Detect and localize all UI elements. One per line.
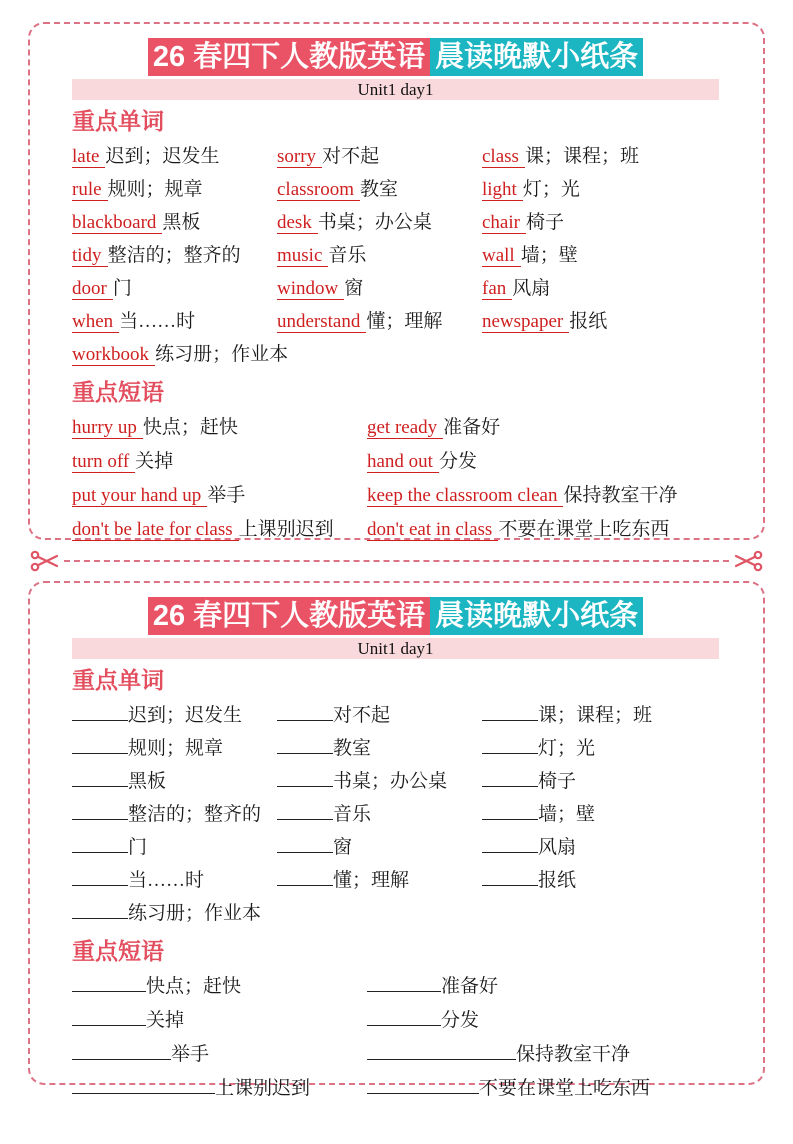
english-term: light	[482, 179, 523, 201]
english-term: rule	[72, 179, 108, 201]
phrase-entry	[367, 1072, 719, 1106]
cut-here-divider	[30, 546, 763, 576]
fill-in-blank	[367, 1044, 516, 1060]
english-term: understand	[277, 311, 366, 333]
chinese-definition: 练习册；作业本	[128, 903, 262, 924]
fill-in-blank	[277, 738, 333, 754]
english-term: keep the classroom clean	[367, 485, 563, 507]
word-entry	[72, 305, 277, 338]
english-term: wall	[482, 245, 521, 267]
word-entry	[277, 864, 482, 897]
phrase-entry	[367, 411, 719, 445]
english-term: get ready	[367, 417, 443, 439]
fill-in-blank	[482, 804, 538, 820]
fill-in-blank	[367, 976, 441, 992]
slip-title-teal-segment: 晨读晚默小纸条	[430, 597, 643, 635]
fill-in-blank	[72, 976, 146, 992]
chinese-definition: 音乐	[328, 245, 367, 266]
fill-in-blank	[72, 705, 128, 721]
slip-title-red-segment: 26 春四下人教版英语	[148, 38, 430, 76]
key-phrases-heading: 重点短语	[72, 938, 164, 964]
fill-in-blank	[277, 804, 333, 820]
slip-title-teal-segment: 晨读晚默小纸条	[430, 38, 643, 76]
fill-in-blank	[72, 870, 128, 886]
fill-in-blank	[277, 705, 333, 721]
fill-in-blank	[482, 705, 538, 721]
english-term: door	[72, 278, 113, 300]
chinese-definition: 保持教室干净	[516, 1044, 631, 1065]
chinese-definition: 快点；赶快	[142, 417, 238, 438]
study-slip-filled	[28, 22, 765, 540]
chinese-definition: 黑板	[162, 212, 201, 233]
fill-in-blank	[482, 870, 538, 886]
word-entry	[482, 732, 719, 765]
chinese-definition: 窗	[344, 278, 364, 299]
phrase-entry	[367, 445, 719, 479]
scissors-icon	[733, 549, 763, 573]
word-entry	[277, 140, 482, 173]
word-entry	[72, 173, 277, 206]
word-entry	[277, 798, 482, 831]
word-entry	[72, 239, 277, 272]
chinese-definition: 风扇	[538, 837, 577, 858]
fill-in-blank	[482, 837, 538, 853]
chinese-definition: 对不起	[333, 705, 391, 726]
key-words-heading: 重点单词	[72, 667, 164, 693]
chinese-definition: 椅子	[525, 212, 564, 233]
fill-in-blank	[72, 804, 128, 820]
fill-in-blank	[72, 1044, 171, 1060]
phrase-entry	[72, 970, 367, 1004]
chinese-definition: 课；课程；班	[524, 146, 639, 167]
chinese-definition: 灯；光	[522, 179, 580, 200]
word-entry	[277, 239, 482, 272]
chinese-definition: 不要在课堂上吃东西	[479, 1078, 651, 1099]
phrase-entry	[72, 479, 367, 513]
word-entry	[277, 305, 482, 338]
chinese-definition: 窗	[333, 837, 353, 858]
phrase-entry	[72, 1004, 367, 1038]
key-words-heading: 重点单词	[72, 108, 164, 134]
fill-in-blank	[277, 837, 333, 853]
word-entry	[72, 338, 289, 371]
chinese-definition: 上课别迟到	[215, 1078, 311, 1099]
chinese-definition: 迟到；迟发生	[128, 705, 243, 726]
slip-title-red-segment: 26 春四下人教版英语	[148, 597, 430, 635]
english-term: don't eat in class	[367, 519, 498, 541]
fill-in-blank	[72, 1010, 146, 1026]
word-entry	[482, 239, 719, 272]
word-entry	[72, 732, 277, 765]
fill-in-blank	[72, 903, 128, 919]
chinese-definition: 门	[128, 837, 148, 858]
phrase-entry	[72, 513, 367, 547]
phrase-entry	[367, 513, 719, 547]
chinese-definition: 迟到；迟发生	[105, 146, 220, 167]
phrase-entry	[367, 970, 719, 1004]
chinese-definition: 上课别迟到	[238, 519, 334, 540]
fill-in-blank	[72, 837, 128, 853]
english-term: don't be late for class	[72, 519, 239, 541]
key-words-list	[72, 140, 719, 371]
chinese-definition: 当……时	[128, 870, 205, 891]
english-term: newspaper	[482, 311, 569, 333]
chinese-definition: 整洁的；整齐的	[128, 804, 262, 825]
word-entry	[72, 798, 277, 831]
chinese-definition: 音乐	[333, 804, 372, 825]
english-term: workbook	[72, 344, 155, 366]
english-term: music	[277, 245, 328, 267]
fill-in-blank	[277, 771, 333, 787]
fill-in-blank	[367, 1078, 479, 1094]
word-entry	[72, 206, 277, 239]
chinese-definition: 当……时	[119, 311, 196, 332]
fill-in-blank	[72, 771, 128, 787]
word-entry	[277, 699, 482, 732]
word-entry	[72, 699, 277, 732]
chinese-definition: 关掉	[146, 1010, 185, 1031]
word-entry	[72, 765, 277, 798]
word-entry	[72, 272, 277, 305]
word-entry	[482, 173, 719, 206]
chinese-definition: 门	[112, 278, 132, 299]
english-term: turn off	[72, 451, 135, 473]
key-phrases-list	[72, 411, 719, 547]
chinese-definition: 举手	[171, 1044, 210, 1065]
chinese-definition: 报纸	[569, 311, 608, 332]
english-term: late	[72, 146, 105, 168]
word-entry	[277, 732, 482, 765]
chinese-definition: 规则；规章	[128, 738, 224, 759]
chinese-definition: 风扇	[512, 278, 551, 299]
fill-in-blank	[277, 870, 333, 886]
chinese-definition: 对不起	[322, 146, 380, 167]
chinese-definition: 不要在课堂上吃东西	[498, 519, 670, 540]
phrase-entry	[367, 479, 719, 513]
english-term: put your hand up	[72, 485, 207, 507]
fill-in-blank	[72, 738, 128, 754]
chinese-definition: 教室	[333, 738, 372, 759]
unit-day-bar: Unit1 day1	[72, 79, 719, 100]
phrase-entry	[367, 1004, 719, 1038]
scissors-icon	[30, 549, 60, 573]
fill-in-blank	[482, 738, 538, 754]
chinese-definition: 懂；理解	[366, 311, 443, 332]
fill-in-blank	[482, 771, 538, 787]
study-slip-blank	[28, 581, 765, 1099]
cut-dashed-line	[64, 560, 729, 562]
unit-day-bar: Unit1 day1	[72, 638, 719, 659]
chinese-definition: 椅子	[538, 771, 577, 792]
word-entry	[277, 173, 482, 206]
english-term: classroom	[277, 179, 360, 201]
chinese-definition: 举手	[207, 485, 246, 506]
chinese-definition: 准备好	[441, 976, 499, 997]
word-entry	[72, 831, 277, 864]
chinese-definition: 报纸	[538, 870, 577, 891]
chinese-definition: 保持教室干净	[563, 485, 678, 506]
word-entry	[482, 765, 719, 798]
word-entry	[72, 897, 277, 930]
english-term: sorry	[277, 146, 322, 168]
chinese-definition: 练习册；作业本	[155, 344, 289, 365]
word-entry	[72, 140, 277, 173]
phrase-entry	[367, 1038, 719, 1072]
chinese-definition: 墙；壁	[538, 804, 596, 825]
chinese-definition: 灯；光	[538, 738, 596, 759]
word-entry	[277, 831, 482, 864]
english-term: fan	[482, 278, 512, 300]
fill-in-blank	[367, 1010, 441, 1026]
english-term: hurry up	[72, 417, 143, 439]
fill-in-blank	[72, 1078, 215, 1094]
word-entry	[72, 864, 277, 897]
word-entry	[277, 765, 482, 798]
key-phrases-blank-list	[72, 970, 719, 1106]
english-term: hand out	[367, 451, 439, 473]
chinese-definition: 懂；理解	[333, 870, 410, 891]
chinese-definition: 书桌；办公桌	[333, 771, 448, 792]
phrase-entry	[72, 411, 367, 445]
english-term: chair	[482, 212, 526, 234]
english-term: desk	[277, 212, 318, 234]
word-entry	[482, 305, 719, 338]
chinese-definition: 黑板	[128, 771, 167, 792]
word-entry	[482, 864, 719, 897]
english-term: when	[72, 311, 119, 333]
word-entry	[482, 272, 719, 305]
chinese-definition: 整洁的；整齐的	[107, 245, 241, 266]
slip-title	[72, 597, 719, 635]
word-entry	[482, 831, 719, 864]
chinese-definition: 规则；规章	[107, 179, 203, 200]
chinese-definition: 分发	[441, 1010, 480, 1031]
word-entry	[482, 140, 719, 173]
slip-title	[72, 38, 719, 76]
english-term: class	[482, 146, 525, 168]
word-entry	[482, 798, 719, 831]
chinese-definition: 准备好	[443, 417, 501, 438]
word-entry	[482, 206, 719, 239]
english-term: tidy	[72, 245, 108, 267]
phrase-entry	[72, 445, 367, 479]
chinese-definition: 墙；壁	[520, 245, 578, 266]
chinese-definition: 关掉	[135, 451, 174, 472]
chinese-definition: 书桌；办公桌	[317, 212, 432, 233]
key-words-blank-list	[72, 699, 719, 930]
word-entry	[482, 699, 719, 732]
word-entry	[277, 272, 482, 305]
phrase-entry	[72, 1038, 367, 1072]
chinese-definition: 分发	[438, 451, 477, 472]
word-entry	[277, 206, 482, 239]
english-term: window	[277, 278, 344, 300]
chinese-definition: 课；课程；班	[538, 705, 653, 726]
chinese-definition: 快点；赶快	[146, 976, 242, 997]
english-term: blackboard	[72, 212, 162, 234]
key-phrases-heading: 重点短语	[72, 379, 164, 405]
chinese-definition: 教室	[360, 179, 399, 200]
phrase-entry	[72, 1072, 367, 1106]
